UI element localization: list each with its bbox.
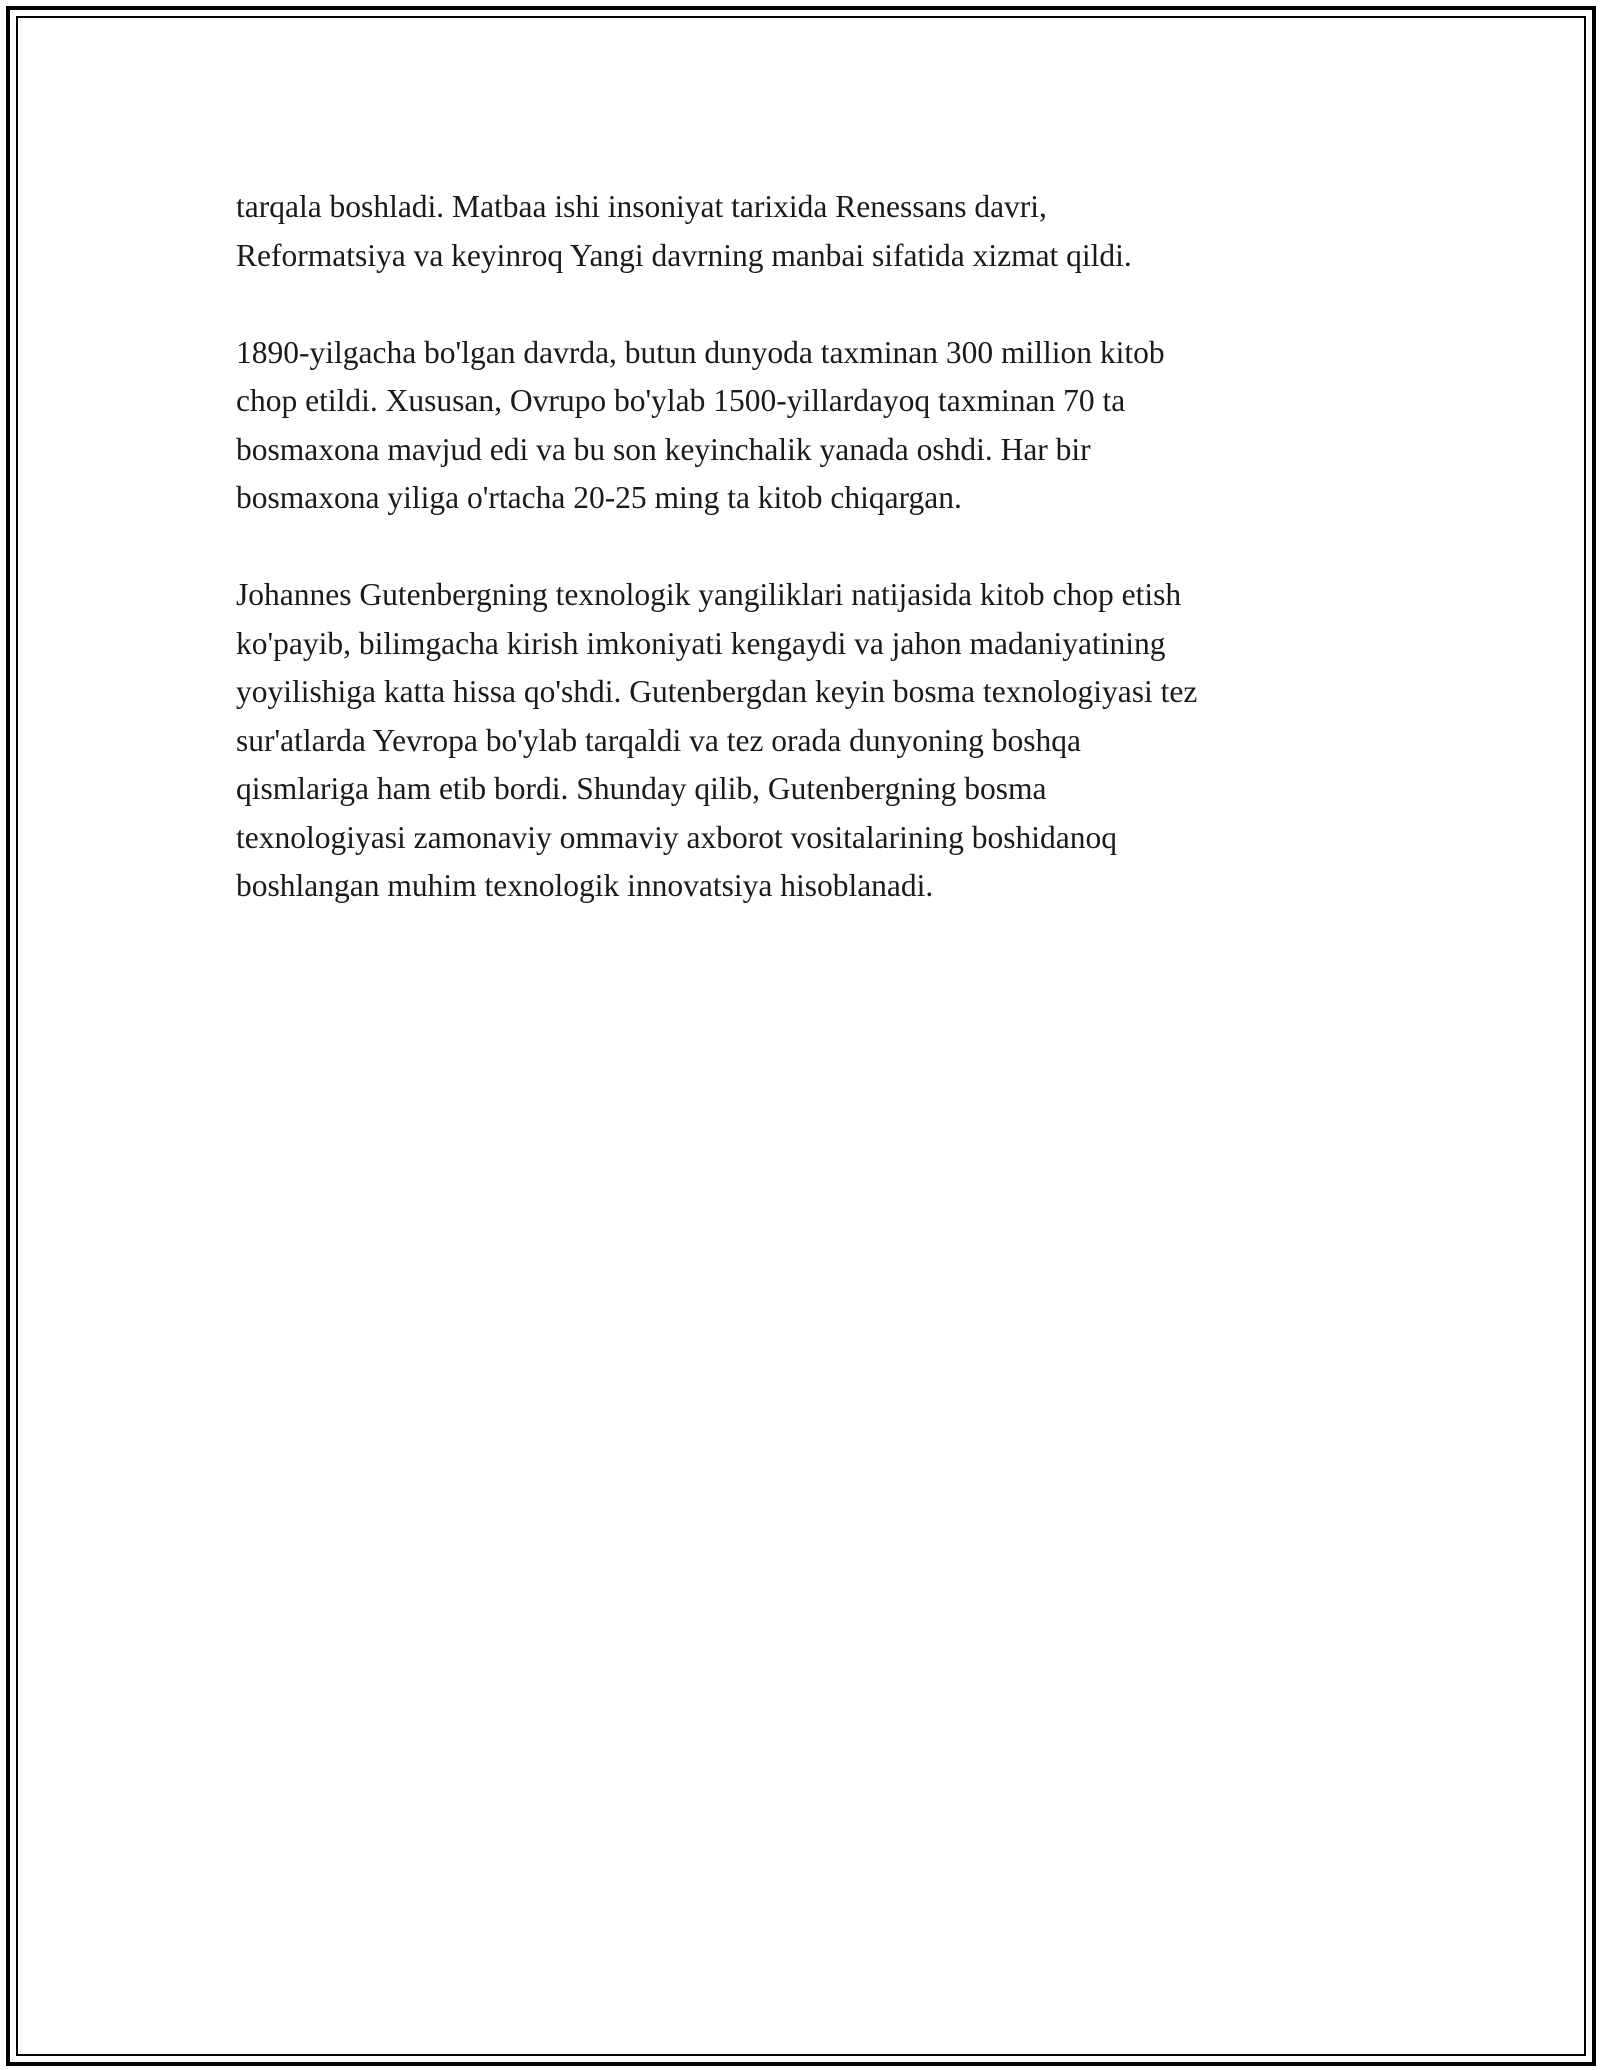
paragraph-line: tarqala boshladi. Matbaa ishi insoniyat tarixida Renessans davri, [236,189,1047,224]
paragraph-line: bosmaxona yiliga o'rtacha 20-25 ming ta kitob chiqargan. [236,480,962,515]
paragraph-line: bosmaxona mavjud edi va bu son keyinchalik yanada oshdi. Har bir [236,431,1091,467]
paragraph-1 [236,183,1416,280]
paragraph-line: Johannes Gutenbergning texnologik yangiliklari natijasida kitob chop etish [236,577,1182,612]
paragraph-line: sur'atlarda Yevropa bo'ylab tarqaldi va tez orada dunyoning boshqa [236,722,1081,758]
paragraph-line: ko'payib, bilimgacha kirish imkoniyati kengaydi va jahon madaniyatining [236,625,1166,661]
paragraph-line: Reformatsiya va keyinroq Yangi davrning manbai sifatida xizmat qildi. [236,237,1132,273]
paragraph-2 [236,329,1416,523]
paragraph-line: 1890-yilgacha bo'lgan davrda, butun dunyoda taxminan 300 million kitob [236,334,1165,370]
document-body [236,183,1416,959]
paragraph-line: texnologiyasi zamonaviy ommaviy axborot vositalarining boshidanoq [236,819,1117,855]
paragraph-3 [236,571,1416,911]
paragraph-line: boshlangan muhim texnologik innovatsiya hisoblanadi. [236,868,934,903]
paragraph-line: yoyilishiga katta hissa qo'shdi. Gutenbergdan keyin bosma texnologiyasi tez [236,674,1198,709]
paragraph-line: qismlariga ham etib bordi. Shunday qilib, Gutenbergning bosma [236,771,1047,806]
paragraph-line: chop etildi. Xususan, Ovrupo bo'ylab 1500-yillardayoq taxminan 70 ta [236,383,1126,418]
